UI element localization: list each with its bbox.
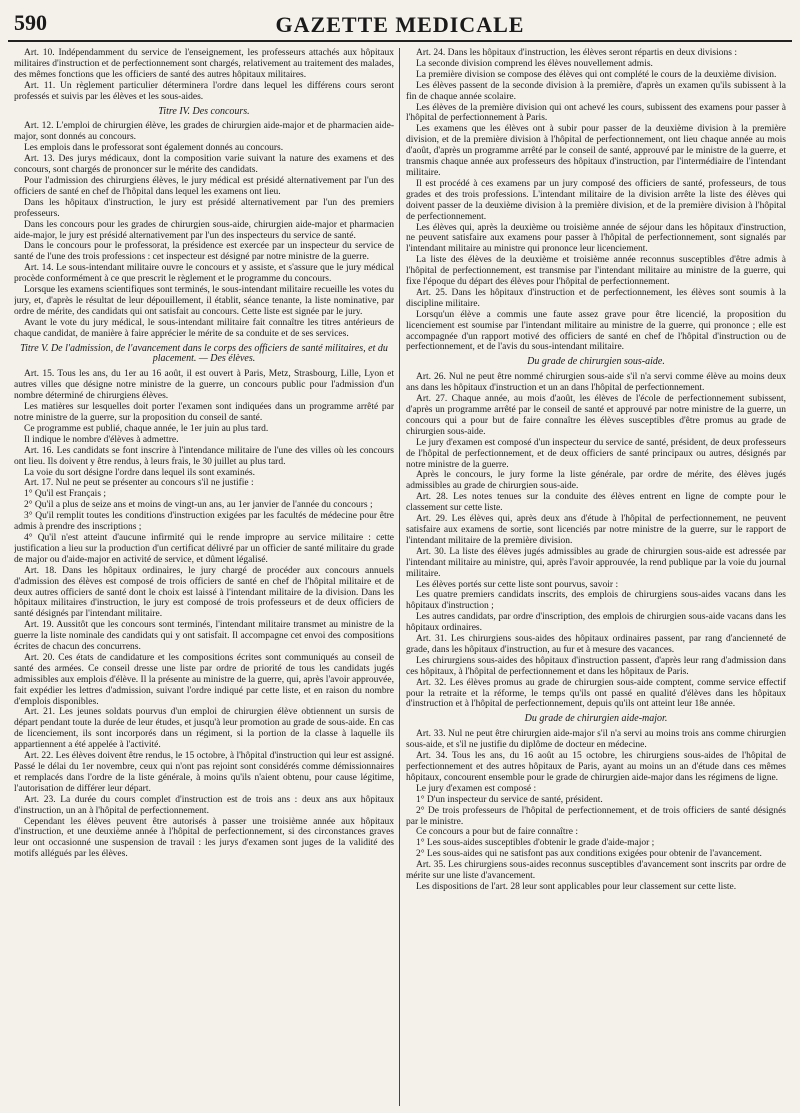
paragraph: Les élèves portés sur cette liste sont pourvus, savoir : — [416, 579, 619, 590]
paragraph: Art. 35. Les chirurgiens sous-aides reconnus susceptibles d'avancement sont inscrits par ordre de mérite sur une liste d'avancement. — [406, 860, 786, 882]
paragraph: Lorsque les examens scientifiques sont terminés, le sous-intendant militaire recueille les votes du jury, et, d'après le résultat de leur dépouillement, il établit, séance tenante, la liste nominative, par ordre de mérite, des candidats qui ont satisfait au concours. Cette liste est signée par le jury. — [14, 285, 394, 317]
paragraph: Art. 29. Les élèves qui, après deux ans d'étude à l'hôpital de perfectionnement, ne peuvent satisfaire aux examens de sortie, sont licenciés par notre ministre de la guerre, sur le rapport de l'intendant militaire de la première division. — [406, 514, 786, 546]
paragraph: Art. 18. Dans les hôpitaux ordinaires, le jury chargé de procéder aux concours annuels d'admission des élèves est composé de trois officiers de santé en chef de l'hôpital militaire et de deux autres officiers de santé dont le choix est laissé à l'intendant militaire de la division. Dans les hôpitaux militaires d'instruction, le jury est composé de trois professeurs et de deux officiers de santé désignés par l'intendant militaire. — [14, 565, 394, 620]
paragraph: Art. 34. Tous les ans, du 16 août au 15 octobre, les chirurgiens sous-aides de l'hôpital de perfectionnement et des autres hôpitaux de Paris, ayant au moins un an d'étude dans ces mêmes hôpitaux, concourent ensemble pour le grade de chirurgien aide-major dans les régimens de ligne. — [406, 751, 786, 783]
paragraph: 2° Les sous-aides qui ne satisfont pas aux conditions exigées pour obtenir de l'avancement. — [416, 849, 762, 860]
paragraph: Art. 19. Aussitôt que les concours sont terminés, l'intendant militaire transmet au ministre de la guerre la liste nominale des candidats qui y ont satisfait. Il accompagne cet envoi des compositions écrites de chacun des concurrens. — [14, 620, 394, 653]
paragraph: Art. 16. Les candidats se font inscrire à l'intendance militaire de l'une des villes où les concours ont lieu. Ils doivent y être rendus, à leurs frais, le 30 juillet au plus tard. — [14, 445, 394, 467]
paragraph: Art. 15. Tous les ans, du 1er au 16 août, il est ouvert à Paris, Metz, Strasbourg, Lille, Lyon et autres villes que désigne notre ministre de la guerre, un concours public pour l'admission d'un nombre déterminé de chirurgiens élèves. — [14, 369, 394, 402]
paragraph: 2° Qu'il a plus de seize ans et moins de vingt-un ans, au 1er janvier de l'année du concours ; — [24, 500, 373, 511]
paragraph: Pour l'admission des chirurgiens élèves, le jury médical est présidé alternativement par l'un des officiers de santé en chef de l'hôpital dans lequel les examens ont lieu. — [14, 175, 394, 197]
paragraph: Les élèves passent de la seconde division à la première, d'après un examen qu'ils subissent à la fin de chaque année scolaire. — [406, 80, 786, 102]
paragraph: Art. 11. Un règlement particulier déterminera l'ordre dans lequel les différens cours seront professés et suivis par les élèves et les sous-aides. — [14, 80, 394, 102]
paragraph: Dans le concours pour le professorat, la présidence est exercée par un inspecteur du service de santé de l'une des trois professions : cet inspecteur est désigné par notre ministre de la guerre. — [14, 241, 394, 263]
paragraph: Il indique le nombre d'élèves à admettre. — [24, 434, 179, 445]
paragraph: Lorsqu'un élève a commis une faute assez grave pour être licencié, la proposition du licenciement est soumise par l'intendant militaire au ministre de la guerre, qui prononce ; elle est accompagnée d'un rapport motivé des officiers de santé en chef de l'hôpital d'instruction ou de perfectionnement, et de l'avis du sous-intendant militaire. — [406, 309, 786, 353]
paragraph: La première division se compose des élèves qui ont complété le cours de la deuxième division. — [416, 69, 777, 80]
paragraph: 4° Qu'il n'est atteint d'aucune infirmité qui le rende impropre au service militaire : cette justification a lieu sur la production d'un certificat délivré par un officier de santé militaire du grade de major ou d'aide-major en activité de service, et dûment légalisé. — [14, 532, 394, 565]
paragraph: Les autres candidats, par ordre d'inscription, des emplois de chirurgien sous-aide vacans dans les hôpitaux ordinaires. — [406, 612, 786, 634]
paragraph: Art. 31. Les chirurgiens sous-aides des hôpitaux ordinaires passent, par rang d'ancienneté de grade, dans les hôpitaux d'instruction, au fur et à mesure des vacances. — [406, 634, 786, 655]
paragraph: Art. 30. La liste des élèves jugés admissibles au grade de chirurgien sous-aide est adressée par l'intendant militaire au ministre, qui, après l'avoir approuvée, la rend publique par la voie du journal militaire. — [406, 546, 786, 579]
paragraph: Les emplois dans le professorat sont également donnés au concours. — [24, 143, 284, 154]
paragraph: Dans les concours pour les grades de chirurgien sous-aide, chirurgien aide-major et pharmacien aide-major, le jury est présidé alternativement par l'un des inspecteurs du service de santé. — [14, 219, 394, 241]
column-divider — [394, 48, 406, 1106]
paragraph: Avant le vote du jury médical, le sous-intendant militaire fait connaître les titres antérieurs de chaque candidat, de manière à faire apprécier le mérite de sa conduite et de ses services. — [14, 317, 394, 339]
paragraph: Art. 33. Nul ne peut être chirurgien aide-major s'il n'a servi au moins trois ans comme chirurgien sous-aide, et s'il ne justifie du diplôme de docteur en médecine. — [406, 729, 786, 751]
paragraph: Ce concours a pour but de faire connaître : — [416, 827, 578, 838]
paragraph: Art. 20. Ces états de candidature et les compositions écrites sont communiqués au conseil de santé des armées. Ce conseil dresse une liste par ordre de priorité de tous les candidats jugés admissibles aux emplois d'élève. Il la présente au ministre de la guerre, qui, après l'avoir approuvée, fait expédier les lettres d'admission, suivant l'ordre indiqué par cette liste, et en raison du nombre d'emplois disponibles. — [14, 652, 394, 707]
paragraph: 1° D'un inspecteur du service de santé, président. — [416, 794, 603, 805]
paragraph: Art. 25. Dans les hôpitaux d'instruction et de perfectionnement, les élèves sont soumis à la discipline militaire. — [406, 287, 786, 309]
section-heading: Du grade de chirurgien sous-aide. — [527, 356, 665, 368]
paragraph: La liste des élèves de la deuxième et troisième année reconnus susceptibles d'être admis à l'hôpital de perfectionnement, est transmise par l'intendant militaire au ministre de la guerre, qui fixe l'époque du départ des élèves pour l'hôpital de perfectionnement. — [406, 255, 786, 288]
paragraph: Art. 23. La durée du cours complet d'instruction est de trois ans : deux ans aux hôpitaux d'instruction, un an à l'hôpital de perfectionnement. — [14, 794, 394, 816]
paragraph: Les chirurgiens sous-aides des hôpitaux d'instruction passent, d'après leur rang d'admission dans ces hôpitaux, à l'hôpital de perfectionnement et dans les hôpitaux de Paris. — [406, 655, 786, 677]
paragraph: Les quatre premiers candidats inscrits, des emplois de chirurgiens sous-aides vacans dans les hôpitaux d'instruction ; — [406, 590, 786, 612]
paragraph: Art. 21. Les jeunes soldats pourvus d'un emploi de chirurgien élève obtiennent un sursis de départ pendant toute la durée de leur études, et jusqu'à leur promotion au grade de sous-aide. En cas de licenciement, ils sont incorporés dans un régiment, si la portion de la classe à laquelle ils appartiennent a été appelée à l'activité. — [14, 707, 394, 751]
page-number: 590 — [14, 10, 47, 35]
paragraph: 2° De trois professeurs de l'hôpital de perfectionnement, et de trois officiers de santé désignés par le ministre. — [406, 805, 786, 827]
journal-title: GAZETTE MEDICALE — [275, 12, 525, 37]
section-heading: Titre V. De l'admission, de l'avancement dans le corps des officiers de santé militaires, et du placement. — Des élèves. — [20, 342, 388, 365]
paragraph: Les élèves qui, après la deuxième ou troisième année de séjour dans les hôpitaux d'instruction, ne peuvent satisfaire aux examens pour passer à l'hôpital de perfectionnement, sont signalés par l'intendant militaire au ministre qui prononce leur licenciement. — [406, 222, 786, 255]
paragraph: La seconde division comprend les élèves nouvellement admis. — [416, 58, 653, 69]
section-heading: Titre IV. Des concours. — [158, 105, 250, 117]
paragraph: Les examens que les élèves ont à subir pour passer de la deuxième division à la première division, et de la première division à l'hôpital de perfectionnement, ont lieu chaque année au mois d'août, d'après un programme arrêté par le conseil de santé, approuvé par le ministre de la guerre, et transmis chaque année aux professeurs des hôpitaux d'instruction, par l'intermédiaire de l'intendant militaire. — [406, 124, 786, 178]
paragraph: 1° Qu'il est Français ; — [24, 489, 107, 500]
paragraph: Art. 24. Dans les hôpitaux d'instruction, les élèves seront répartis en deux divisions : — [416, 48, 737, 58]
right-column — [406, 48, 786, 1106]
page-header — [8, 8, 792, 42]
paragraph: Art. 32. Les élèves promus au grade de chirurgien sous-aide comptent, comme service effectif pour la retraite et la réforme, le temps qu'ils ont passé en qualité d'élèves dans les hôpitaux d'instruction et à l'hôpital de perfectionnement, depuis qu'ils ont atteint leur 18e année. — [406, 677, 786, 710]
paragraph: Dans les hôpitaux d'instruction, le jury est présidé alternativement par l'un des premiers professeurs. — [14, 197, 394, 219]
section-heading: Du grade de chirurgien aide-major. — [524, 713, 668, 725]
article-columns — [14, 48, 786, 1106]
paragraph: Art. 27. Chaque année, au mois d'août, les élèves de l'école de perfectionnement subissent, d'après un programme arrêté par le conseil de santé et approuvé par notre ministre de la guerre, un concours qui a pour but de faire connaître les élèves susceptibles d'être promus au grade de chirurgien sous-aide. — [406, 394, 786, 437]
paragraph: Il est procédé à ces examens par un jury composé des officiers de santé, professeurs, de tous grades et des trois professions. L'intendant militaire de la division arrête la liste des élèves qui doivent passer de la deuxième division à la première division, et de la première division à l'hôpital de perfectionnement. — [406, 178, 786, 222]
paragraph: Art. 22. Les élèves doivent être rendus, le 15 octobre, à l'hôpital d'instruction qui leur est assigné. Passé le délai du 1er novembre, ceux qui n'ont pas rejoint sont considérés comme démissionnaires et remplacés dans l'ordre de la liste générale, à moins qu'ils n'aient obtenu, pour cause légitime, l'autorisation de différer leur départ. — [14, 751, 394, 794]
paragraph: 3° Qu'il remplit toutes les conditions d'instruction exigées par les facultés de médecine pour être admis à prendre des inscriptions ; — [14, 511, 394, 533]
paragraph: Le jury d'examen est composé d'un inspecteur du service de santé, président, de deux professeurs de l'hôpital de perfectionnement, et de deux officiers de santé principaux ou autres, désignés par notre ministre de la guerre. — [406, 437, 786, 470]
paragraph: Art. 28. Les notes tenues sur la conduite des élèves entrent en ligne de compte pour le classement sur cette liste. — [406, 492, 786, 514]
paragraph: Art. 14. Le sous-intendant militaire ouvre le concours et y assiste, et s'assure que le jury médical procède conformément à ce que prescrit le règlement et le programme du concours. — [14, 263, 394, 285]
paragraph: Art. 10. Indépendamment du service de l'enseignement, les professeurs attachés aux hôpitaux militaires d'instruction et de perfectionnement sont chargés, relativement au traitement des malades, des mêmes fonctions que les officiers de santé des autres hôpitaux militaires. — [14, 48, 394, 80]
paragraph: Après le concours, le jury forme la liste générale, par ordre de mérite, des élèves jugés admissibles au grade de chirurgien sous-aide. — [406, 470, 786, 492]
paragraph: Les dispositions de l'art. 28 leur sont applicables pour leur classement sur cette liste. — [416, 881, 737, 892]
paragraph: Le jury d'examen est composé : — [416, 783, 537, 794]
paragraph: Art. 17. Nul ne peut se présenter au concours s'il ne justifie : — [24, 478, 254, 489]
paragraph: 1° Les sous-aides susceptibles d'obtenir le grade d'aide-major ; — [416, 838, 655, 849]
paragraph: Art. 13. Des jurys médicaux, dont la composition varie suivant la nature des examens et des concours, sont chargés de prononcer sur le mérite des candidats. — [14, 154, 394, 176]
paragraph: Cependant les élèves peuvent être autorisés à passer une troisième année aux hôpitaux d'instruction, et une deuxième année à l'hôpital de perfectionnement, si des circonstances graves leur ont occasionné une suspension de travail : les jurys d'examen sont juges de la validité des motifs allégués par les élèves. — [14, 816, 394, 860]
paragraph: Art. 12. L'emploi de chirurgien élève, les grades de chirurgien aide-major et de pharmacien aide-major, sont donnés au concours. — [14, 121, 394, 143]
paragraph: Art. 26. Nul ne peut être nommé chirurgien sous-aide s'il n'a servi comme élève au moins deux ans dans les hôpitaux d'instruction et un an dans l'hôpital de perfectionnement. — [406, 372, 786, 394]
left-column — [14, 48, 394, 1106]
paragraph: Les matières sur lesquelles doit porter l'examen sont indiquées dans un programme arrêté par notre ministre de la guerre, sur la proposition du conseil de santé. — [14, 402, 394, 423]
paragraph: Ce programme est publié, chaque année, le 1er juin au plus tard. — [24, 423, 269, 434]
paragraph: La voie du sort désigne l'ordre dans lequel ils sont examinés. — [24, 467, 255, 478]
paragraph: Les élèves de la première division qui ont achevé les cours, subissent des examens pour passer à l'hôpital de perfectionnement à Paris. — [406, 102, 786, 124]
